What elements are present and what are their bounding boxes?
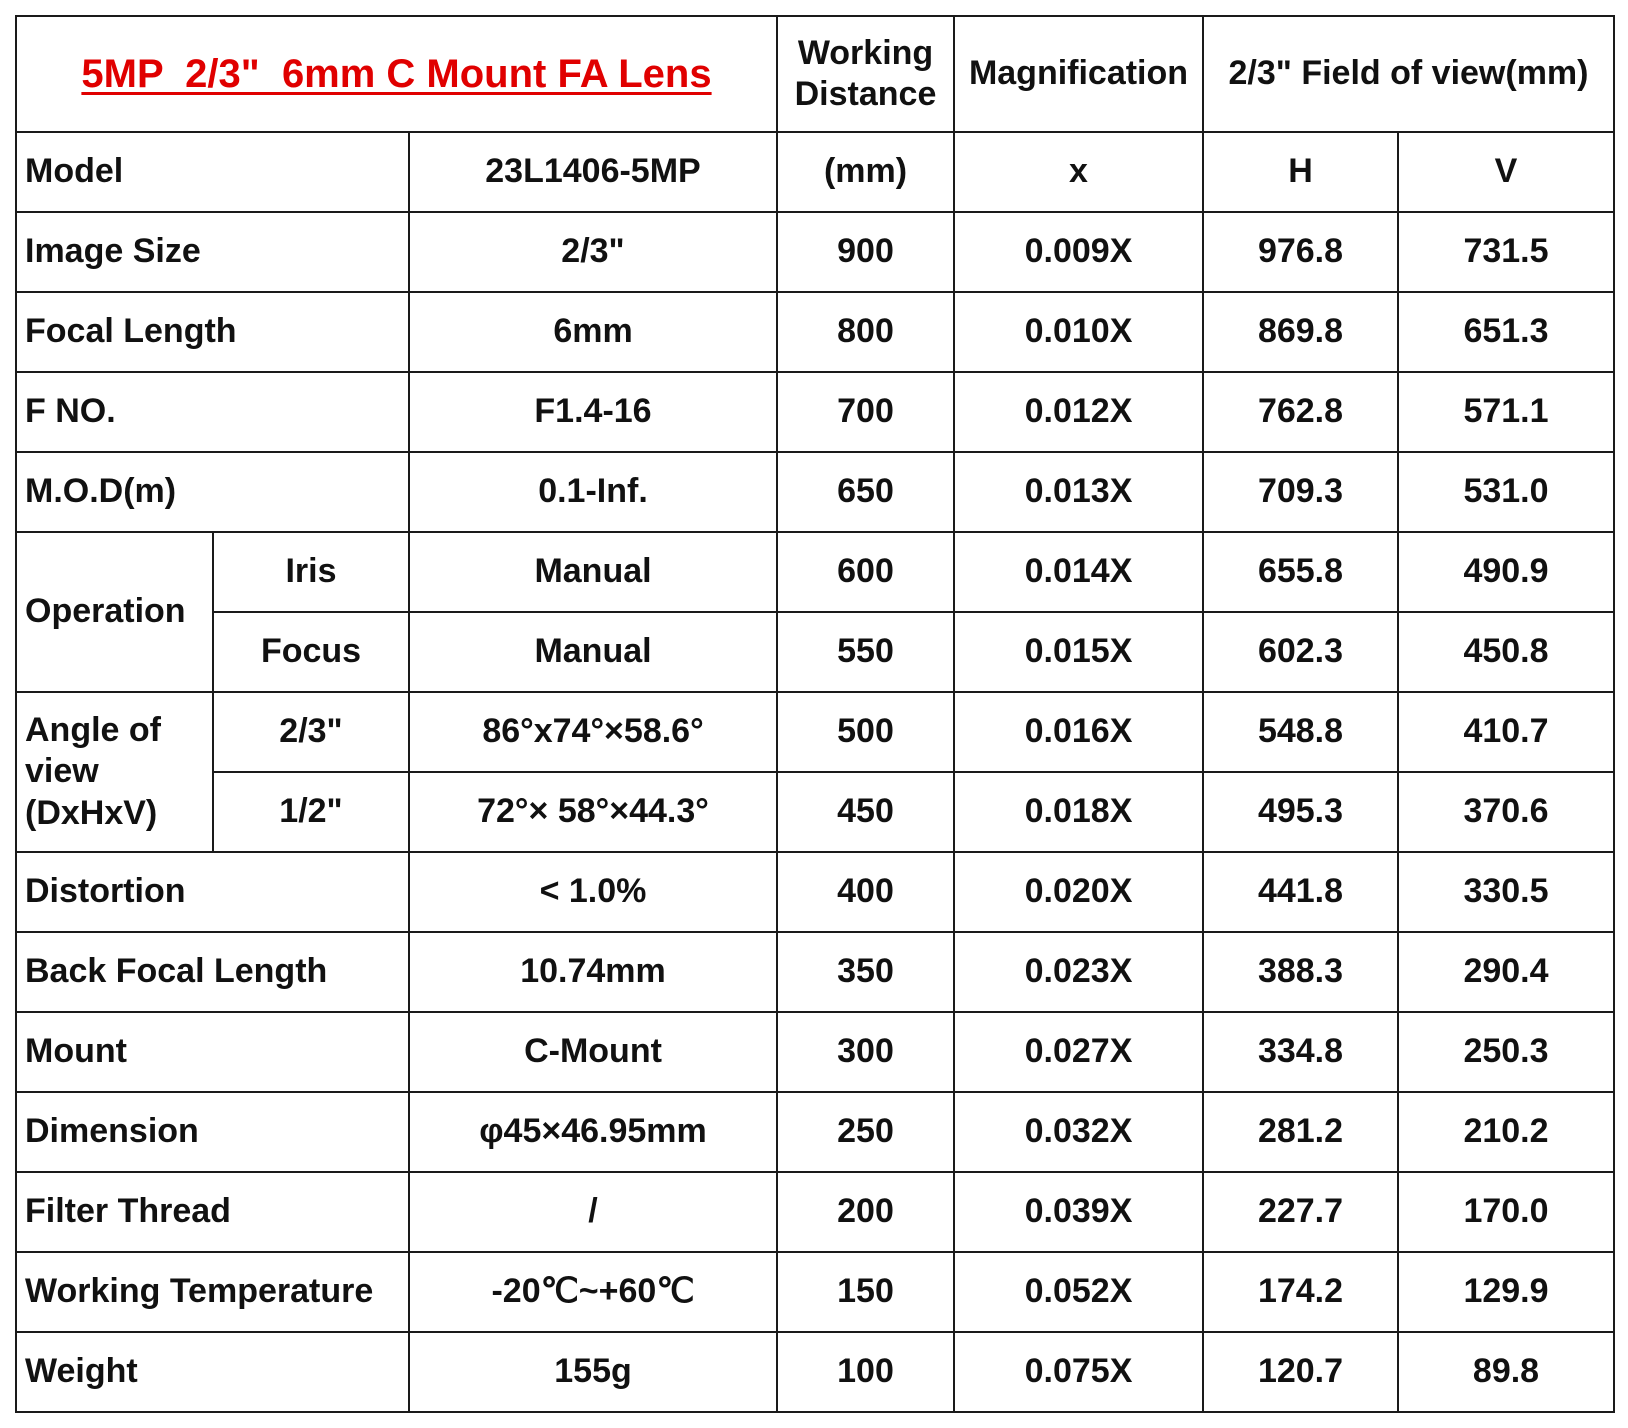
mag-cell: 0.052X [954, 1252, 1203, 1332]
mag-cell: 0.023X [954, 932, 1203, 1012]
spec-value: F1.4-16 [409, 372, 777, 452]
spec-label: Dimension [16, 1092, 409, 1172]
fov-h-cell: 120.7 [1203, 1332, 1398, 1412]
table-row [16, 532, 1614, 612]
wd-unit-cell: (mm) [777, 132, 954, 212]
wd-cell: 200 [777, 1172, 954, 1252]
table-row [16, 932, 1614, 1012]
spec-label: Distortion [16, 852, 409, 932]
wd-cell: 650 [777, 452, 954, 532]
fov-h-cell: 174.2 [1203, 1252, 1398, 1332]
fov-h-cell: 281.2 [1203, 1092, 1398, 1172]
working-distance-header [777, 16, 954, 132]
page-title: 5MP 2/3" 6mm C Mount FA Lens [81, 51, 712, 96]
fov-h-cell: 655.8 [1203, 532, 1398, 612]
spec-value: 23L1406-5MP [409, 132, 777, 212]
spec-label: Working Temperature [16, 1252, 409, 1332]
mag-cell: 0.020X [954, 852, 1203, 932]
wd-cell: 550 [777, 612, 954, 692]
wd-cell: 400 [777, 852, 954, 932]
table-row [16, 1252, 1614, 1332]
spec-label: Operation [16, 532, 213, 692]
table-row [16, 132, 1614, 212]
fov-h-cell: 869.8 [1203, 292, 1398, 372]
fov-h-header: H [1203, 132, 1398, 212]
mag-cell: 0.039X [954, 1172, 1203, 1252]
fov-v-cell: 490.9 [1398, 532, 1614, 612]
spec-value: 10.74mm [409, 932, 777, 1012]
table-row [16, 452, 1614, 532]
working-distance-header-line1: Working [797, 33, 934, 72]
wd-cell: 500 [777, 692, 954, 772]
table-row [16, 1092, 1614, 1172]
table-row [16, 1172, 1614, 1252]
fov-v-cell: 210.2 [1398, 1092, 1614, 1172]
fov-h-cell: 441.8 [1203, 852, 1398, 932]
fov-h-cell: 976.8 [1203, 212, 1398, 292]
magnification-header: Magnification [954, 16, 1203, 132]
spec-value: Manual [409, 612, 777, 692]
angle-label-line3: (DxHxV) [25, 793, 158, 832]
spec-label: Mount [16, 1012, 409, 1092]
wd-cell: 300 [777, 1012, 954, 1092]
spec-label: Model [16, 132, 409, 212]
fov-v-cell: 330.5 [1398, 852, 1614, 932]
table-row [16, 372, 1614, 452]
wd-cell: 450 [777, 772, 954, 852]
fov-v-cell: 129.9 [1398, 1252, 1614, 1332]
spec-sublabel: 2/3" [213, 692, 409, 772]
title-cell [16, 16, 777, 132]
mag-unit-cell: x [954, 132, 1203, 212]
table-row [16, 772, 1614, 852]
table-row [16, 692, 1614, 772]
spec-value: -20℃~+60℃ [409, 1252, 777, 1332]
mag-cell: 0.014X [954, 532, 1203, 612]
spec-label: M.O.D(m) [16, 452, 409, 532]
header-row [16, 16, 1614, 132]
working-distance-header-line2: Distance [794, 75, 937, 113]
mag-cell: 0.075X [954, 1332, 1203, 1412]
angle-label-line1: Angle of [25, 710, 161, 749]
fov-v-cell: 531.0 [1398, 452, 1614, 532]
fov-h-cell: 495.3 [1203, 772, 1398, 852]
fov-h-cell: 334.8 [1203, 1012, 1398, 1092]
spec-sublabel: Iris [213, 532, 409, 612]
spec-value: 86°x74°×58.6° [409, 692, 777, 772]
table-row [16, 1012, 1614, 1092]
mag-cell: 0.016X [954, 692, 1203, 772]
spec-label: Focal Length [16, 292, 409, 372]
spec-sublabel: 1/2" [213, 772, 409, 852]
spec-value: / [409, 1172, 777, 1252]
mag-cell: 0.013X [954, 452, 1203, 532]
fov-v-cell: 571.1 [1398, 372, 1614, 452]
fov-h-cell: 709.3 [1203, 452, 1398, 532]
table-row [16, 292, 1614, 372]
spec-value: 72°× 58°×44.3° [409, 772, 777, 852]
fov-v-cell: 450.8 [1398, 612, 1614, 692]
spec-value: 6mm [409, 292, 777, 372]
spec-value: Manual [409, 532, 777, 612]
fov-v-cell: 651.3 [1398, 292, 1614, 372]
spec-label: Back Focal Length [16, 932, 409, 1012]
table-row [16, 212, 1614, 292]
spec-label: Weight [16, 1332, 409, 1412]
spec-label [16, 692, 213, 852]
fov-v-cell: 170.0 [1398, 1172, 1614, 1252]
fov-v-cell: 290.4 [1398, 932, 1614, 1012]
wd-cell: 700 [777, 372, 954, 452]
wd-cell: 150 [777, 1252, 954, 1332]
table-row [16, 852, 1614, 932]
wd-cell: 600 [777, 532, 954, 612]
angle-label-line2: view [25, 752, 99, 791]
mag-cell: 0.027X [954, 1012, 1203, 1092]
mag-cell: 0.015X [954, 612, 1203, 692]
mag-cell: 0.012X [954, 372, 1203, 452]
wd-cell: 250 [777, 1092, 954, 1172]
lens-spec-table [15, 15, 1615, 1413]
field-of-view-header: 2/3" Field of view(mm) [1203, 16, 1614, 132]
mag-cell: 0.010X [954, 292, 1203, 372]
mag-cell: 0.032X [954, 1092, 1203, 1172]
fov-v-cell: 731.5 [1398, 212, 1614, 292]
spec-value: 0.1-Inf. [409, 452, 777, 532]
spec-label: F NO. [16, 372, 409, 452]
wd-cell: 900 [777, 212, 954, 292]
fov-h-cell: 388.3 [1203, 932, 1398, 1012]
fov-h-cell: 548.8 [1203, 692, 1398, 772]
wd-cell: 350 [777, 932, 954, 1012]
mag-cell: 0.009X [954, 212, 1203, 292]
spec-value: 2/3" [409, 212, 777, 292]
fov-h-cell: 602.3 [1203, 612, 1398, 692]
wd-cell: 100 [777, 1332, 954, 1412]
table-row [16, 612, 1614, 692]
spec-sublabel: Focus [213, 612, 409, 692]
fov-v-cell: 370.6 [1398, 772, 1614, 852]
spec-label: Filter Thread [16, 1172, 409, 1252]
fov-v-header: V [1398, 132, 1614, 212]
spec-value: φ45×46.95mm [409, 1092, 777, 1172]
wd-cell: 800 [777, 292, 954, 372]
mag-cell: 0.018X [954, 772, 1203, 852]
fov-v-cell: 410.7 [1398, 692, 1614, 772]
table-row [16, 1332, 1614, 1412]
fov-h-cell: 227.7 [1203, 1172, 1398, 1252]
fov-v-cell: 250.3 [1398, 1012, 1614, 1092]
spec-value: < 1.0% [409, 852, 777, 932]
spec-value: 155g [409, 1332, 777, 1412]
spec-label: Image Size [16, 212, 409, 292]
spec-value: C-Mount [409, 1012, 777, 1092]
fov-v-cell: 89.8 [1398, 1332, 1614, 1412]
fov-h-cell: 762.8 [1203, 372, 1398, 452]
